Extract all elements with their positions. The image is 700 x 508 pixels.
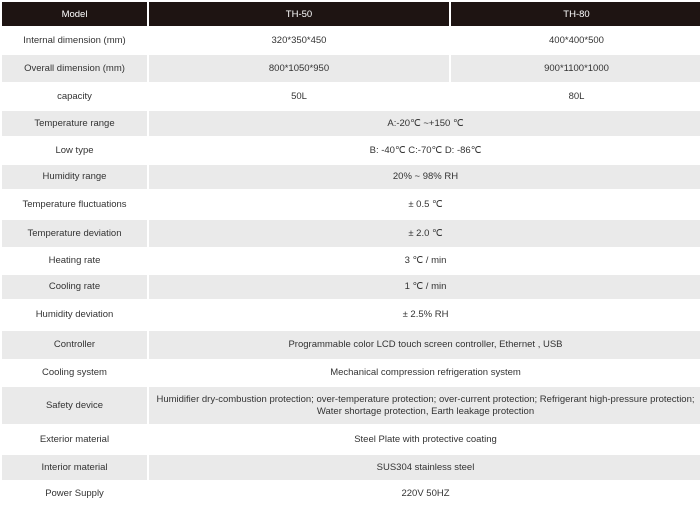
- cell-value: 220V 50HZ: [149, 482, 700, 506]
- cell-value: ± 0.5 ℃: [149, 191, 700, 218]
- row-label: Temperature range: [2, 111, 147, 136]
- header-th80: TH-80: [451, 2, 700, 26]
- cell-value: SUS304 stainless steel: [149, 455, 700, 480]
- row-label: Low type: [2, 138, 147, 163]
- row-label: Exterior material: [2, 426, 147, 453]
- cell-th50: 50L: [149, 84, 449, 109]
- table-row: [2, 455, 700, 480]
- row-label: Overall dimension (mm): [2, 55, 147, 82]
- row-label: Power Supply: [2, 482, 147, 506]
- row-label: Cooling rate: [2, 275, 147, 299]
- row-label: Interior material: [2, 455, 147, 480]
- table-row: [2, 426, 700, 453]
- row-label: Humidity deviation: [2, 301, 147, 329]
- cell-value: ± 2.5% RH: [149, 301, 700, 329]
- header-row: [2, 2, 700, 26]
- cell-th80: 400*400*500: [451, 28, 700, 53]
- header-th50: TH-50: [149, 2, 449, 26]
- cell-th50: 320*350*450: [149, 28, 449, 53]
- row-label: Temperature deviation: [2, 220, 147, 247]
- cell-th80: 80L: [451, 84, 700, 109]
- table-row: [2, 361, 700, 385]
- table-row: [2, 220, 700, 247]
- row-label: Internal dimension (mm): [2, 28, 147, 53]
- row-label: Cooling system: [2, 361, 147, 385]
- row-label: Safety device: [2, 387, 147, 424]
- table-row: [2, 138, 700, 163]
- row-label: Heating rate: [2, 249, 147, 273]
- table-row: [2, 331, 700, 359]
- row-label: Temperature fluctuations: [2, 191, 147, 218]
- table-row: [2, 482, 700, 506]
- table-row: [2, 165, 700, 189]
- cell-th50: 800*1050*950: [149, 55, 449, 82]
- cell-value: ± 2.0 ℃: [149, 220, 700, 247]
- row-label: Controller: [2, 331, 147, 359]
- spec-table-header: [2, 2, 700, 26]
- cell-value: 3 ℃ / min: [149, 249, 700, 273]
- row-label: capacity: [2, 84, 147, 109]
- cell-value: B: -40℃ C:-70℃ D: -86℃: [149, 138, 700, 163]
- cell-th80: 900*1100*1000: [451, 55, 700, 82]
- cell-value: Humidifier dry-combustion protection; over-temperature protection; over-current protection; Refrigerant high-pressure protection; Water shortage protection, Earth leakage protection: [149, 387, 700, 424]
- row-label: Humidity range: [2, 165, 147, 189]
- cell-value: Steel Plate with protective coating: [149, 426, 700, 453]
- header-model: Model: [2, 2, 147, 26]
- table-row: [2, 191, 700, 218]
- cell-value: 1 ℃ / min: [149, 275, 700, 299]
- table-row: [2, 387, 700, 424]
- table-row: [2, 55, 700, 82]
- spec-table-body: [2, 28, 700, 506]
- cell-value: A:-20℃ ~+150 ℃: [149, 111, 700, 136]
- cell-value: Programmable color LCD touch screen controller, Ethernet , USB: [149, 331, 700, 359]
- table-row: [2, 28, 700, 53]
- cell-value: 20% ~ 98% RH: [149, 165, 700, 189]
- table-row: [2, 84, 700, 109]
- table-row: [2, 249, 700, 273]
- table-row: [2, 301, 700, 329]
- table-row: [2, 275, 700, 299]
- table-row: [2, 111, 700, 136]
- cell-value: Mechanical compression refrigeration system: [149, 361, 700, 385]
